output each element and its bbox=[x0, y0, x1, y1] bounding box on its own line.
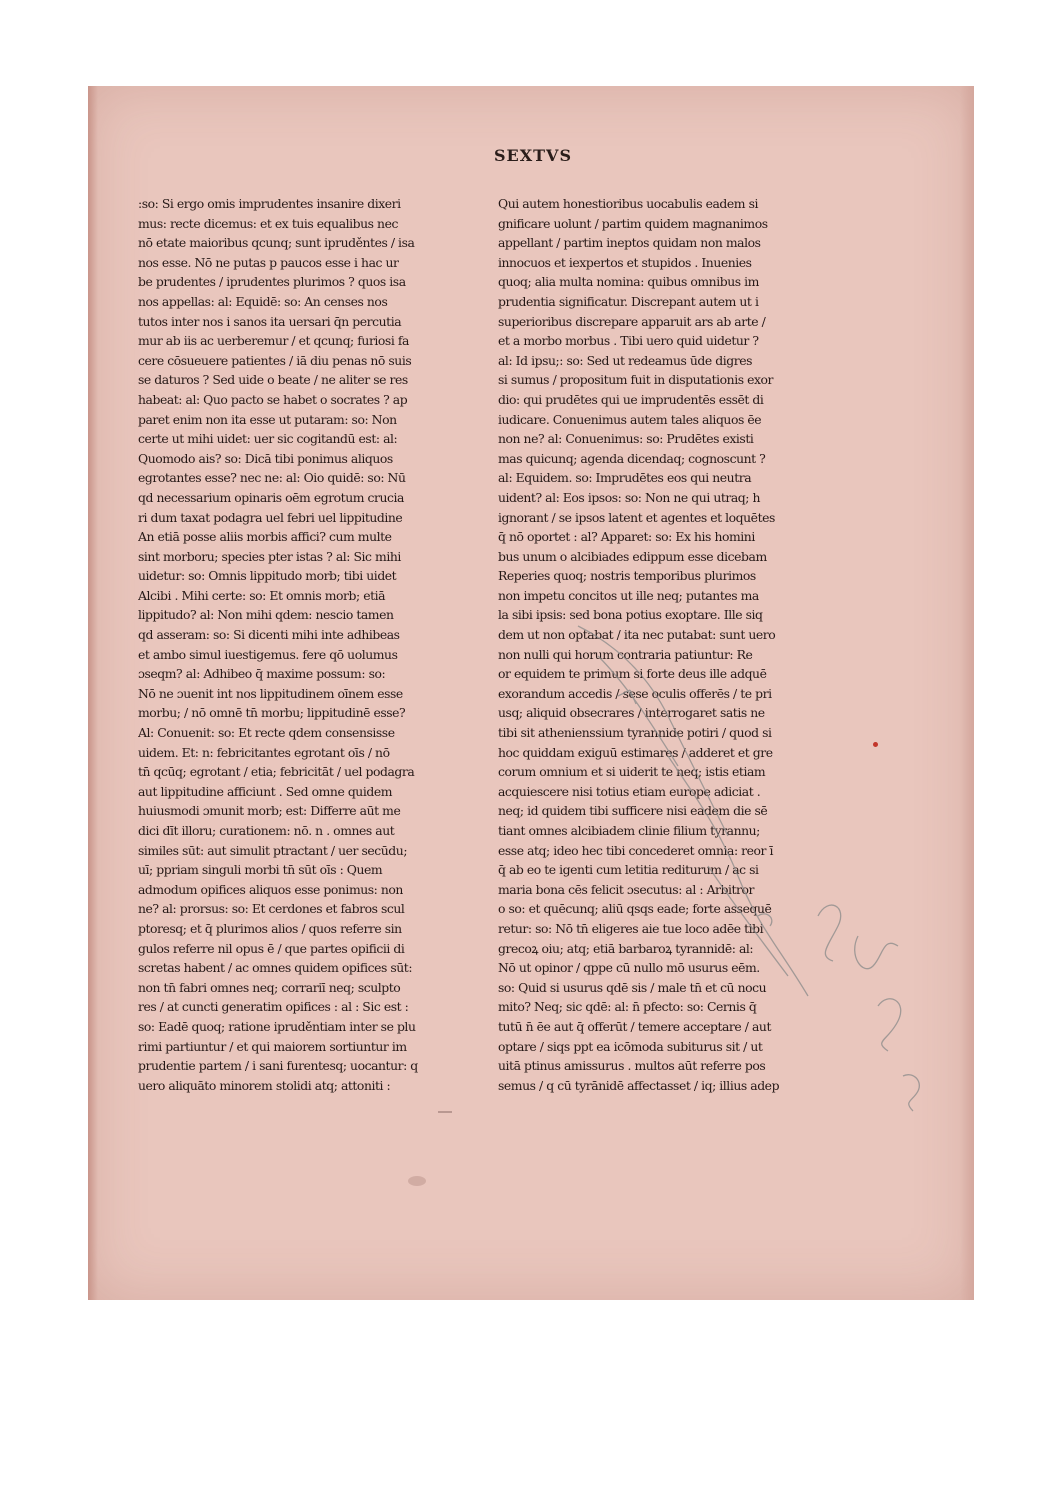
text-line: cere cōsueuere patientes / iā diu penas nō suis bbox=[138, 352, 412, 368]
text-line: qd necessarium opinaris oēm egrotum crucia bbox=[138, 489, 404, 505]
text-line: egrotantes esse? nec ne: al: Oio quidē: so: Nū bbox=[138, 470, 406, 486]
text-line: tutos inter nos i sanos ita uersari q̄n percutia bbox=[138, 313, 402, 329]
text-line: paret enim non ita esse ut putaram: so: Non bbox=[138, 411, 397, 427]
text-line: esse atq; ideo hec tibi concederet omnia: reor ī bbox=[498, 842, 774, 858]
left-text-column bbox=[138, 194, 456, 1095]
text-line: tutū n̄ ēe aut q̄ offerūt / temere acceptare / aut bbox=[498, 1018, 771, 1034]
text-line: prudentia significatur. Discrepant autem ut i bbox=[498, 293, 759, 309]
text-line: gnificare uolunt / partim quidem magnanimos bbox=[498, 215, 768, 231]
text-line: et ambo simul iuestigemus. fere qō uolumus bbox=[138, 646, 398, 662]
text-line: qd asseram: so: Si dicenti mihi inte adhibeas bbox=[138, 627, 400, 643]
text-line: grecoꝝ oiu; atq; etiā barbaroꝝ tyrannidē: al: bbox=[498, 940, 754, 956]
text-line: An etiā posse aliis morbis affici? cum multe bbox=[138, 529, 392, 545]
text-line: Quomodo ais? so: Dicā tibi ponimus aliquos bbox=[138, 450, 393, 466]
text-line: uidetur: so: Omnis lippitudo morb; tibi uidet bbox=[138, 568, 397, 584]
text-line: hoc quiddam exiguū estimares / adderet et gre bbox=[498, 744, 773, 760]
text-line: so: Eadē quoq; ratione ipruděntiam inter se plu bbox=[138, 1018, 416, 1034]
text-line: q̄ ab eo te igenti cum letitia rediturum / ac si bbox=[498, 862, 759, 878]
text-line: non ne? al: Conuenimus: so: Prudētes existi bbox=[498, 431, 754, 447]
text-line: sint morboru; species pter istas ? al: Sic mihi bbox=[138, 548, 401, 564]
text-line: so: Quid si usurus qdē sis / male tn̄ et cū nocu bbox=[498, 979, 767, 995]
text-line: res / at cuncti generatim opifices : al : Sic est : bbox=[138, 999, 409, 1015]
text-line: retur: so: Nō tn̄ eligeres aie tue loco adēe tibi bbox=[498, 920, 764, 936]
text-line: morbu; / nō omnē tn̄ morbu; lippitudinē esse? bbox=[138, 705, 406, 721]
text-line: habeat: al: Quo pacto se habet o socrates ? ap bbox=[138, 391, 408, 407]
text-line: al: Id ipsu;: so: Sed ut redeamus ūde digres bbox=[498, 352, 753, 368]
text-line: quoq; alia multa nomina: quibus omnibus im bbox=[498, 274, 759, 290]
text-line: ne? al: prorsus: so: Et cerdones et fabros scul bbox=[138, 901, 405, 917]
text-line: nos appellas: al: Equidē: so: An censes nos bbox=[138, 293, 388, 309]
text-line: admodum opifices aliquos esse ponimus: non bbox=[138, 881, 403, 897]
text-line: o so: et quēcunq; aliū qsqs eade; forte assequē bbox=[498, 901, 772, 917]
text-line: bus unum o alcibiades edippum esse dicebam bbox=[498, 548, 767, 564]
right-text-column bbox=[498, 194, 816, 1095]
text-line: se daturos ? Sed uide o beate / ne aliter se res bbox=[138, 372, 408, 388]
text-line: si sumus / propositum fuit in disputationis exor bbox=[498, 372, 774, 388]
text-line: Nō ne ɔuenit int nos lippitudinem oīnem esse bbox=[138, 685, 403, 701]
text-line: ptoresq; et q̄ plurimos alios / quos referre sin bbox=[138, 920, 402, 936]
text-line: superioribus discrepare apparuit ars ab arte / bbox=[498, 313, 766, 329]
text-line: ri dum taxat podagra uel febri uel lippitudine bbox=[138, 509, 403, 525]
text-line: semus / q cū tyrānidē affectasset / iq; illius adep bbox=[498, 1077, 780, 1093]
text-line: innocuos et iexpertos et stupidos . Inuenies bbox=[498, 254, 752, 270]
text-line: huiusmodi ɔmunit morb; est: Differre aūt me bbox=[138, 803, 401, 819]
text-line: scretas habent / ac omnes quidem opifices sūt: bbox=[138, 960, 413, 976]
text-line: mito? Neq; sic qdē: al: n̄ pfecto: so: Cernis q̄ bbox=[498, 999, 757, 1015]
text-line: appellant / partim ineptos quidam non malos bbox=[498, 235, 761, 251]
text-line: iudicare. Conuenimus autem tales aliquos ēe bbox=[498, 411, 762, 427]
ink-spot bbox=[873, 742, 878, 747]
text-line: prudentie partem / i sani furentesq; uocantur: q bbox=[138, 1058, 418, 1074]
text-line: mus: recte dicemus: et ex tuis equalibus nec bbox=[138, 215, 398, 231]
text-line: mur ab iis ac uerberemur / et qcunq; furiosi fa bbox=[138, 333, 409, 349]
text-line: nō etate maioribus qcunq; sunt ipruděntes / isa bbox=[138, 235, 415, 251]
text-line: be prudentes / iprudentes plurimos ? quos isa bbox=[138, 274, 406, 290]
text-line: :so: Si ergo omis imprudentes insanire dixeri bbox=[138, 196, 401, 211]
text-line: non nulli qui horum contraria patiuntur: Re bbox=[498, 646, 753, 662]
text-line: dio: qui prudētes qui ue imprudentēs essēt di bbox=[498, 391, 764, 407]
text-line: uero aliquāto minorem stolidi atq; attoniti : bbox=[138, 1077, 391, 1093]
text-line: Qui autem honestioribus uocabulis eadem si bbox=[498, 196, 759, 211]
text-line: gulos referre nil opus ē / que partes opificii di bbox=[138, 940, 405, 956]
text-line: neq; id quidem tibi sufficere nisi eadem die sē bbox=[498, 803, 768, 819]
text-line: uī; ppriam singuli morbi tn̄ sūt oīs : Quem bbox=[138, 862, 383, 878]
text-line: q̄ nō oportet : al? Apparet: so: Ex his homini bbox=[498, 529, 755, 545]
text-line: rimi partiuntur / et qui maiorem sortiuntur im bbox=[138, 1038, 407, 1054]
text-line: Al: Conuenit: so: Et recte qdem consensisse bbox=[138, 725, 395, 741]
text-line: tn̄ qcūq; egrotant / etia; febricitāt / uel podagra bbox=[138, 764, 415, 780]
text-line: nos esse. Nō ne putas p paucos esse i hac ur bbox=[138, 254, 399, 270]
text-line: non tn̄ fabri omnes neq; corrariī neq; sculpto bbox=[138, 979, 401, 995]
text-line: acquiescere nisi totius etiam europe adiciat . bbox=[498, 783, 761, 799]
page-mark bbox=[438, 1111, 452, 1113]
text-line: maria bona cēs felicit ɔsecutus: al : Arbitror bbox=[498, 881, 755, 897]
text-line: aut lippitudine afficiunt . Sed omne quidem bbox=[138, 783, 393, 799]
text-line: certe ut mihi uidet: uer sic cogitandū est: al: bbox=[138, 431, 398, 447]
text-line: Alcibi . Mihi certe: so: Et omnis morb; etiā bbox=[138, 587, 386, 603]
text-line: ɔseqm? al: Adhibeo q̄ maxime possum: so: bbox=[138, 666, 386, 682]
text-line: ignorant / se ipsos latent et agentes et loquētes bbox=[498, 509, 775, 525]
text-line: uitā ptinus amissurus . multos aūt referre pos bbox=[498, 1058, 766, 1074]
text-line: uident? al: Eos ipsos: so: Non ne qui utraq; h bbox=[498, 489, 761, 505]
text-line: or equidem te primum si forte deus ille adquē bbox=[498, 666, 767, 682]
text-line: exorandum accedis / sese oculis offerēs / te pri bbox=[498, 685, 772, 701]
text-line: et a morbo morbus . Tibi uero quid uidetur ? bbox=[498, 333, 759, 349]
text-line: al: Equidem. so: Imprudētes eos qui neutra bbox=[498, 470, 752, 486]
text-line: Nō ut opinor / qppe cū nullo mō usurus eēm. bbox=[498, 960, 760, 976]
text-line: mas quicunq; agenda dicendaq; cognoscunt ? bbox=[498, 450, 766, 466]
text-line: la sibi ipsis: sed bona potius exoptare. Ille siq bbox=[498, 607, 763, 623]
text-line: usq; aliquid obsecrares / interrogaret satis ne bbox=[498, 705, 765, 721]
text-line: uidem. Et: n: febricitantes egrotant oīs / nō bbox=[138, 744, 390, 760]
text-line: dem ut non optabat / ita nec putabat: sunt uero bbox=[498, 627, 776, 643]
text-line: similes sūt: aut simulit ptractant / uer secūdu; bbox=[138, 842, 408, 858]
text-line: Reperies quoq; nostris temporibus plurimos bbox=[498, 568, 756, 584]
text-line: corum omnium et si uiderit te neq; istis etiam bbox=[498, 764, 766, 780]
text-line: lippitudo? al: Non mihi qdem: nescio tamen bbox=[138, 607, 394, 623]
text-line: dici dīt illoru; curationem: nō. n . omnes aut bbox=[138, 823, 395, 838]
text-line: non impetu concitos ut ille neq; putantes ma bbox=[498, 587, 759, 603]
text-line: tibi sit athenienssium tyrannide potiri / quod si bbox=[498, 725, 772, 741]
text-line: tiant omnes alcibiadem clinie filium tyrannu; bbox=[498, 823, 760, 838]
book-page bbox=[88, 86, 974, 1300]
running-head: SEXTVS bbox=[493, 146, 573, 165]
text-line: optare / siqs ppt ea icōmoda subiturus sit / ut bbox=[498, 1038, 763, 1054]
paper-stain bbox=[408, 1176, 426, 1186]
